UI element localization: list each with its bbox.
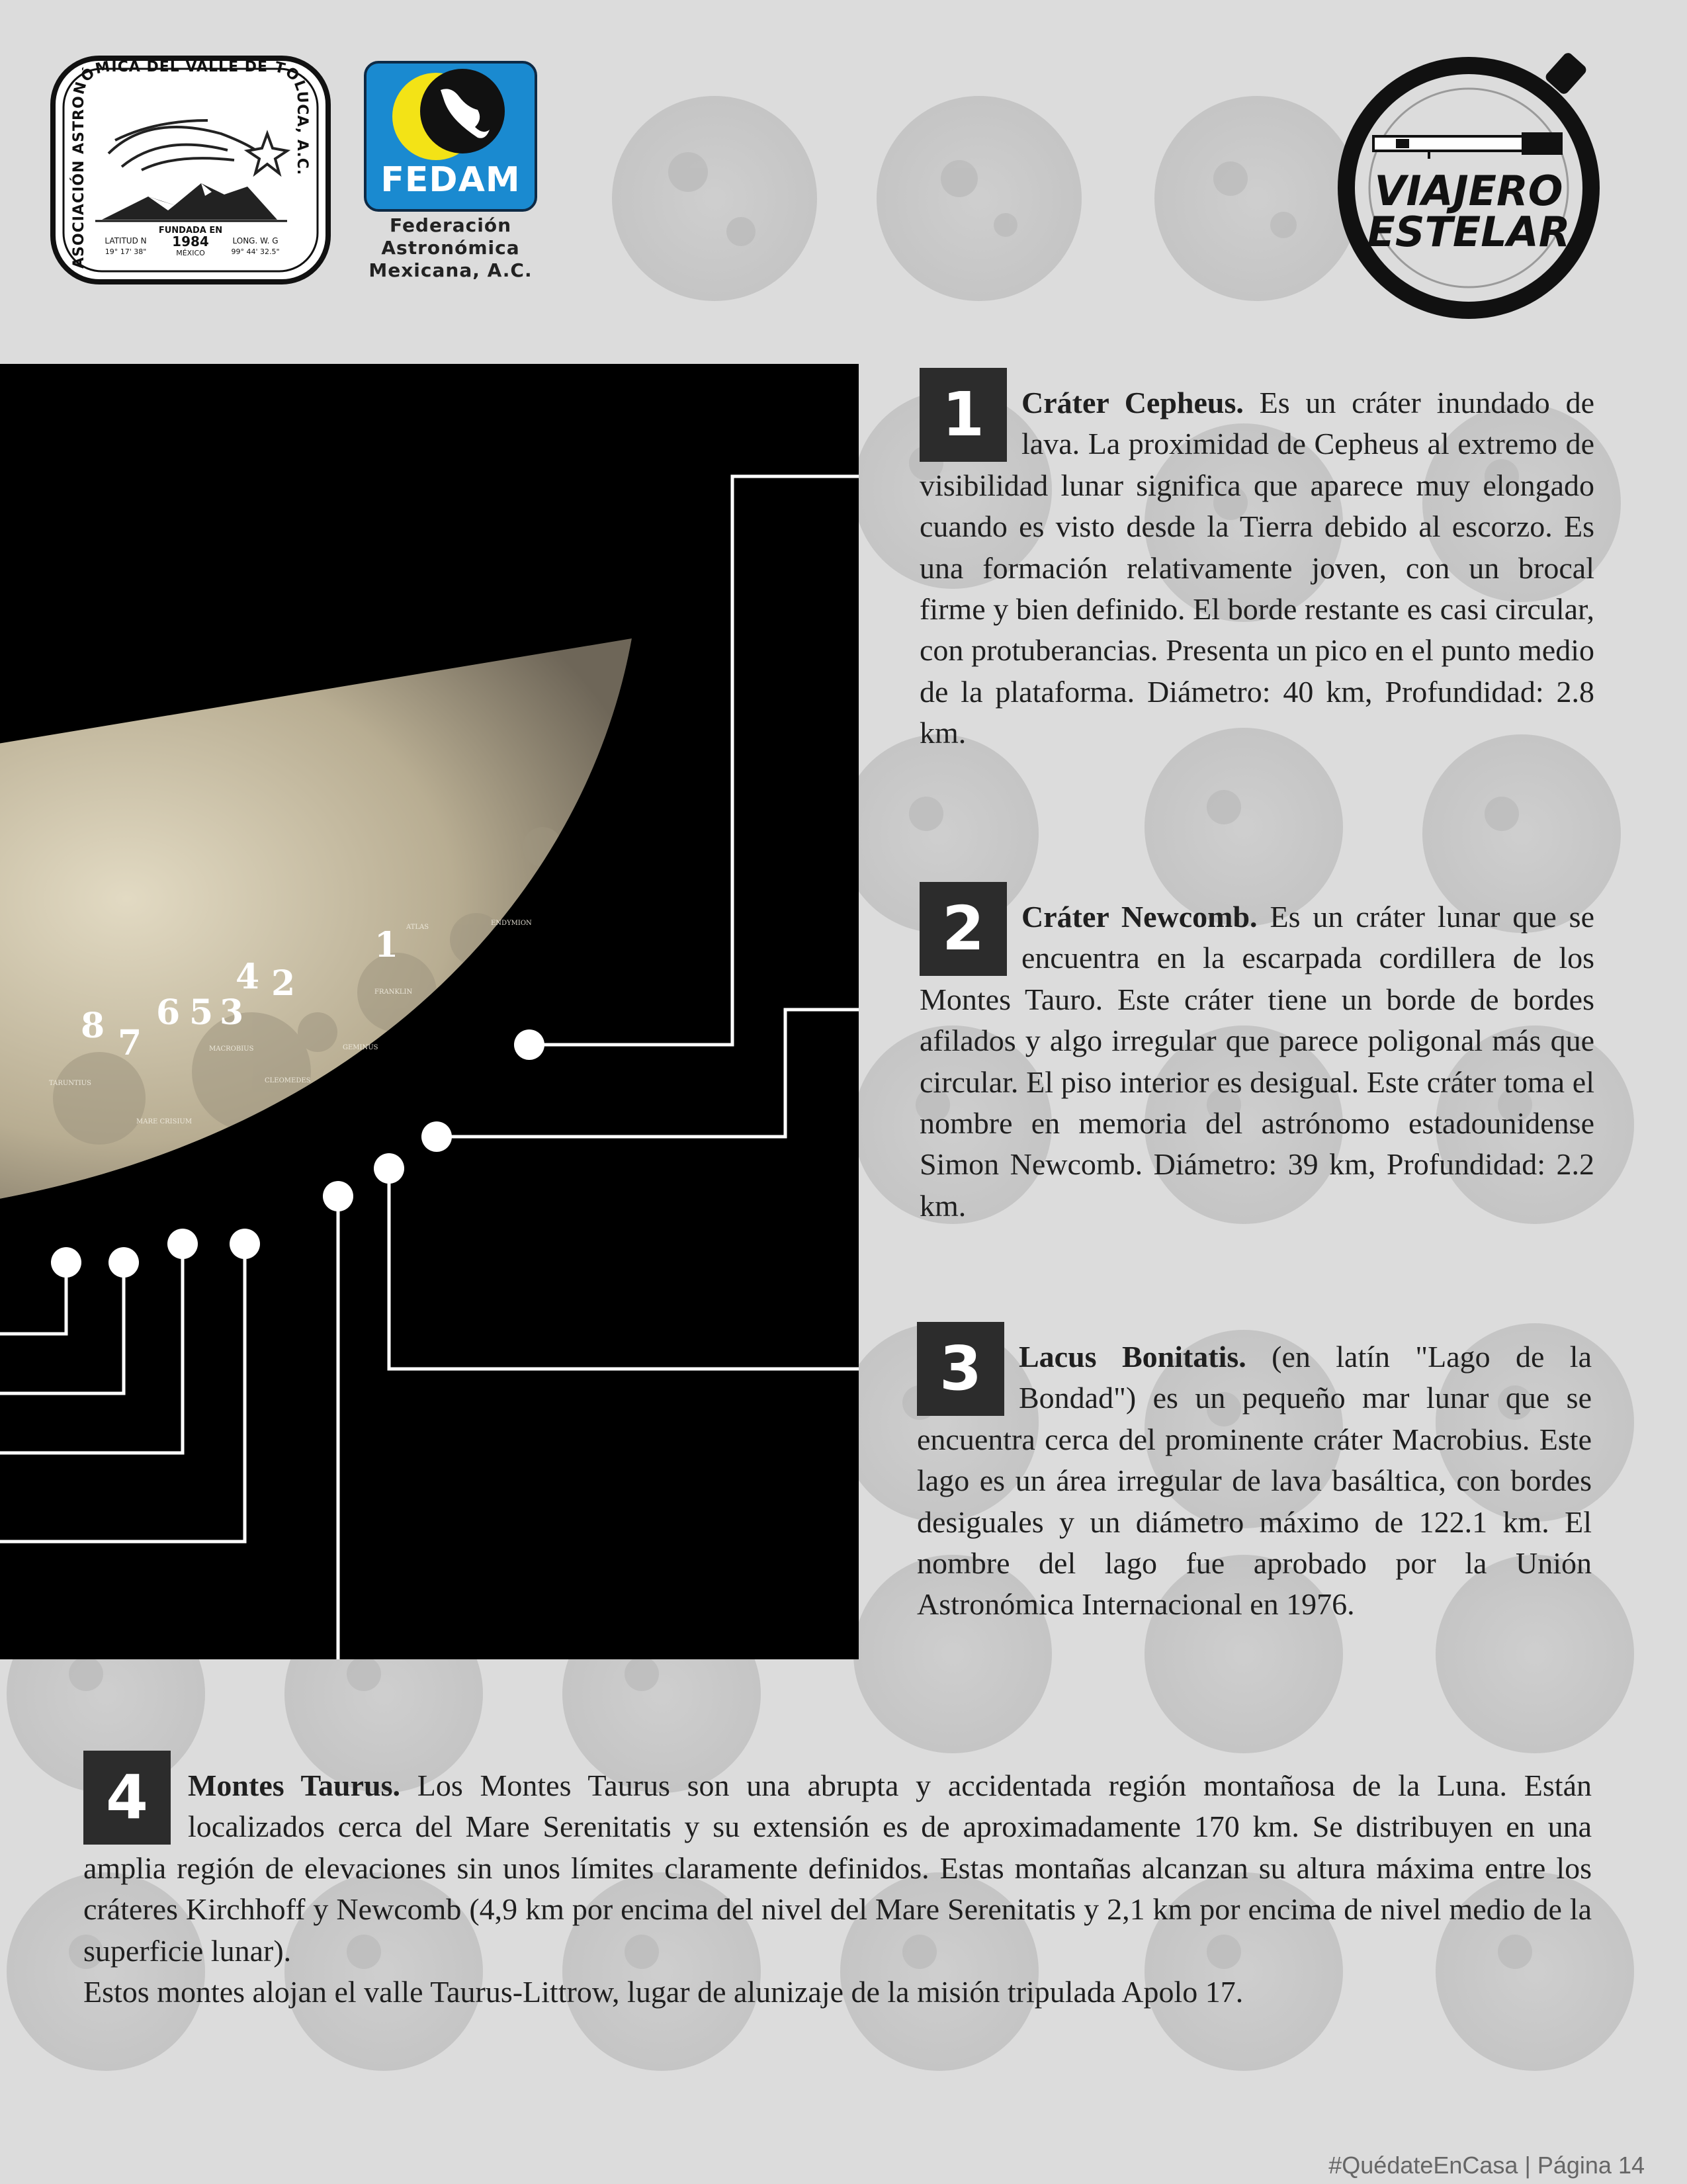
entry-text: Es un cráter lunar que se encuentra en la escarpada cordillera de los Montes Tauro. Este cráter tiene un borde de bordes afilados y algo irregular que parece poligonal más que circular. El piso interior es desigual. Este cráter toma el nombre en memoria del astrónomo estadounidense Simon Newcomb. Diámetro: 39 km, Profundidad: 2.2 km. [920,900,1594,1223]
footer-hashtag: #QuédateEnCasa [1328,2152,1518,2179]
fedam-logo [364,61,542,286]
viajero-line1: VIAJERO [1374,167,1563,215]
aavt-longitude-label: LONG. W. G [232,236,279,245]
aavt-ring-text: ASOCIACIÓN ASTRONÓMICA DEL VALLE DE TOLUCA, A.C. [71,58,311,269]
entry-text: Los Montes Taurus son una abrupta y accidentada región montañosa de la Luna. Están localizados cerca del Mare Serenitatis y su extensión es de aproximadamente 170 km. Se distribuyen en una amplia región de elevaciones sin unos límites claramente definidos. Estas montañas alcanzan su altura máxima entre los cráteres Kirchhoff y Newcomb (4,9 km por encima del nivel del Mare Serenitatis y 2,1 km por encima de nivel medio de la superficie lunar). [83,1769,1592,1968]
feature-label-endymion: ENDYMION [491,920,532,927]
entry-number-box: 4 [83,1751,171,1845]
callout-dot-7 [108,1247,139,1278]
moon-marker-8: 8 [81,1006,105,1046]
moon-marker-5: 5 [189,992,214,1033]
page-footer [1328,2152,1645,2179]
feature-label-mare-crisium: MARE CRISIUM [136,1118,193,1125]
moon-marker-2: 2 [271,963,296,1004]
entry-extra-paragraph: Estos montes alojan el valle Taurus-Littrow, lugar de alunizaje de la misión tripulada Apolo 17. [83,1975,1244,2009]
aavt-latitude-value: 19° 17' 38" [105,247,147,256]
entry-text: Es un cráter inundado de lava. La proximidad de Cepheus al extremo de visibilidad lunar significa que aparece muy elongado cuando es visto desde la Tierra debido al escorzo. Es una formación relativamente joven, con un brocal firme y bien definido. El borde restante es casi circular, con protuberancias. Presenta un pico en el punto medio de la plataforma. Diámetro: 40 km, Profundidad: 2.8 km. [920,386,1594,750]
footer-page-number: Página 14 [1537,2152,1645,2179]
feature-label-cleomedes: CLEOMEDES [265,1077,311,1084]
entry-crater-cepheus [920,368,1594,754]
callout-dot-6 [167,1229,198,1259]
entry-paragraph [920,882,1594,1227]
moon-marker-4: 4 [236,957,260,997]
callout-dot-8 [51,1247,81,1278]
aavt-logo [49,54,332,286]
moon-marker-7: 7 [118,1023,142,1063]
entry-title: Lacus Bonitatis. [1019,1340,1246,1374]
viajero-line2: ESTELAR [1367,208,1571,256]
fedam-caption-line: Federación [389,214,512,236]
entry-number-box: 3 [917,1322,1004,1416]
callout-dot-4 [323,1181,353,1211]
callout-dot-2 [421,1121,452,1152]
entry-paragraph [917,1322,1592,1626]
entry-number-box: 2 [920,882,1007,976]
entry-title: Montes Taurus. [188,1769,400,1802]
callout-dot-5 [230,1229,260,1259]
feature-label-franklin: FRANKLIN [374,988,413,996]
entry-paragraph [920,368,1594,754]
fedam-caption-line: Mexicana, A.C. [368,259,533,281]
moon-marker-6: 6 [156,992,181,1033]
moon-photograph [0,364,859,1659]
entry-number-box: 1 [920,368,1007,462]
entry-title: Cráter Newcomb. [1021,900,1258,934]
entry-text: (en latín "Lago de la Bondad") es un pequeño mar lunar que se encuentra cerca del prominente cráter Macrobius. Este lago es un área irregular de lava basáltica, con bordes desiguales y un diámetro máximo de 122.1 km. El nombre del lago fue aprobado por la Unión Astronómica Internacional en 1976. [917,1340,1592,1622]
entry-crater-newcomb [920,882,1594,1227]
feature-label-atlas: ATLAS [406,924,429,931]
viajero-estelar-logo [1330,37,1614,328]
feature-label-geminus: GEMINUS [343,1044,378,1051]
moon-marker-3: 3 [220,992,244,1033]
aavt-longitude-value: 99° 44' 32.5" [231,247,280,256]
aavt-founded-label: FUNDADA EN [158,226,223,236]
entry-paragraph [83,1751,1592,1972]
entry-montes-taurus [83,1751,1592,2013]
fedam-word: FEDAM [380,160,521,200]
fedam-caption-line: Astronómica [381,237,520,259]
footer-separator: | [1524,2152,1531,2179]
entry-title: Cráter Cepheus. [1021,386,1244,419]
feature-label-macrobius: MACROBIUS [209,1045,254,1053]
fedam-caption [351,214,550,282]
aavt-founded-place: MÉXICO [176,249,205,257]
feature-label-taruntius: TARUNTIUS [49,1080,91,1087]
fedam-badge [364,61,537,212]
moon-marker-1: 1 [374,925,399,965]
callout-dot-3 [374,1153,404,1184]
entry-lacus-bonitatis [917,1322,1592,1626]
aavt-latitude-label: LATITUD N [105,236,147,245]
callout-dot-1 [514,1029,544,1060]
aavt-founded-year: 1984 [172,234,209,249]
